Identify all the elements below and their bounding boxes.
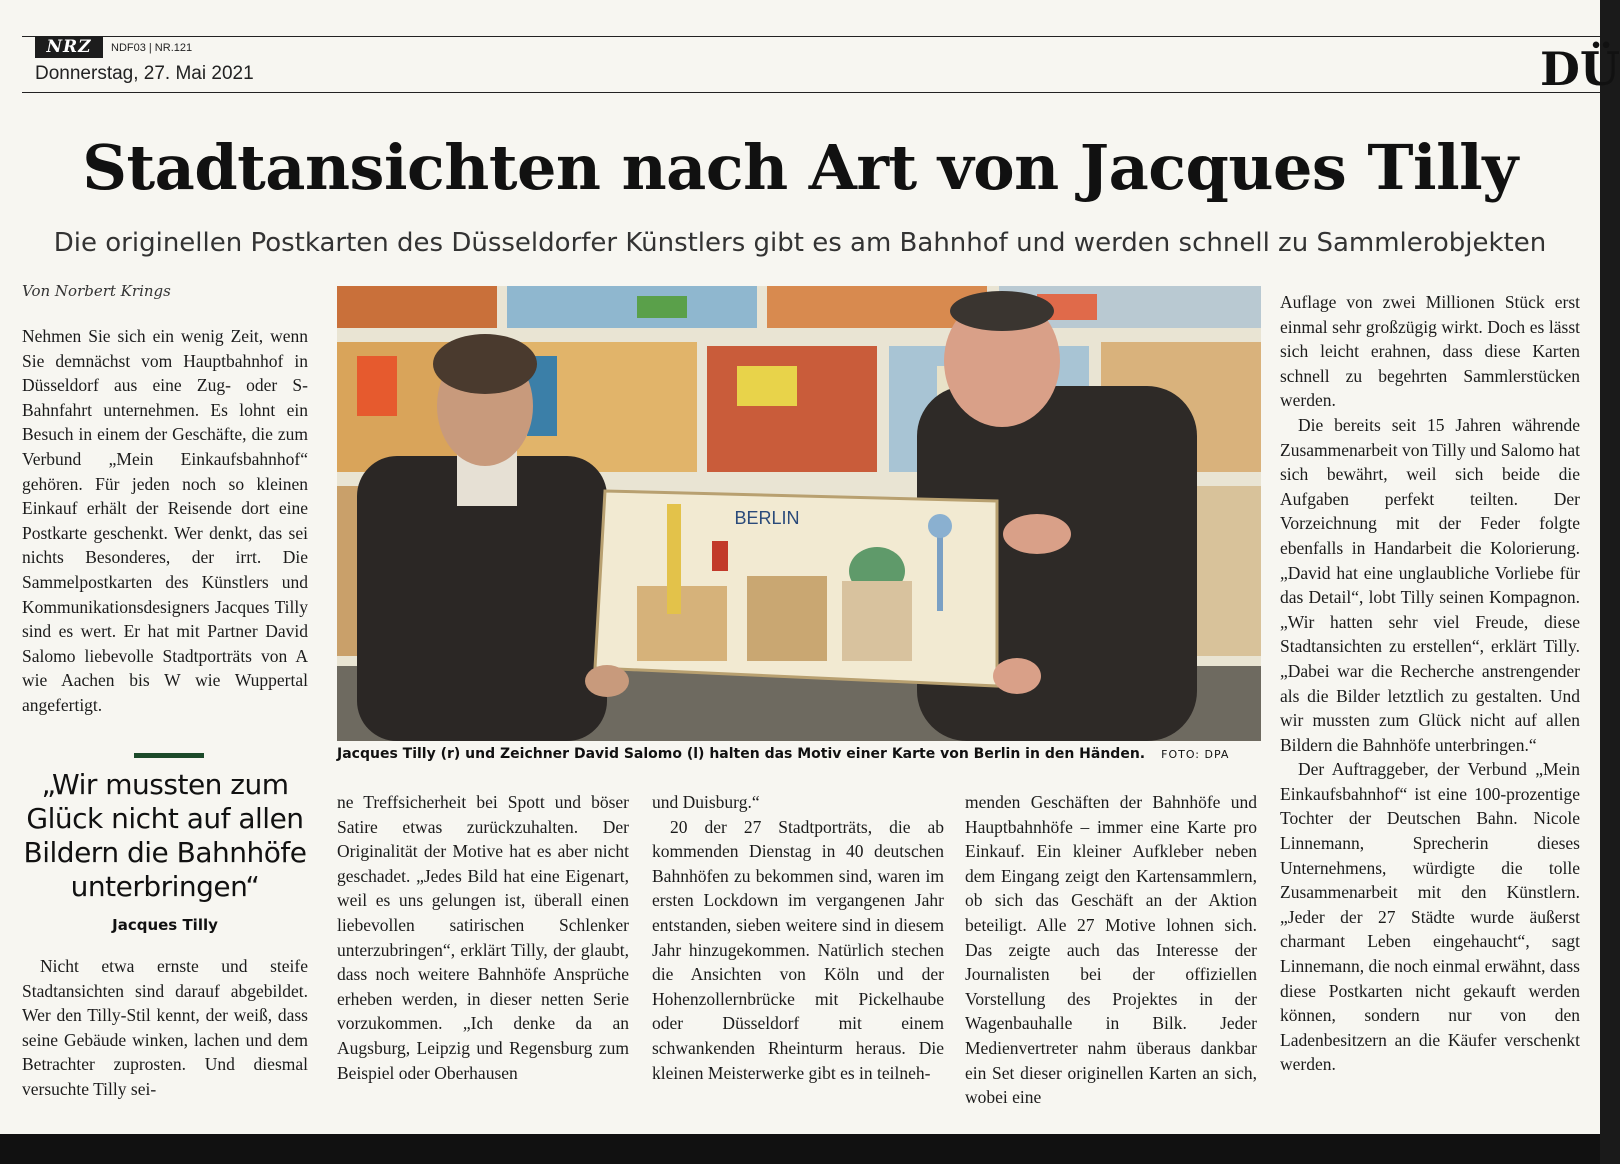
- article-column-4: [965, 790, 1257, 1110]
- paragraph: Nicht etwa ernste und steife Stadtansichten sind darauf abgebildet. Wer den Tilly-Stil kennt, der weiß, dass seine Gebäude winken, lachen und dem Betrachter zuprosten. Und diesmal versuchte Tilly sei-: [22, 956, 308, 1099]
- pull-quote-accent-bar: [134, 753, 204, 758]
- edition-number: NDF03 | NR.121: [111, 42, 193, 54]
- photo-illustration: [337, 286, 1261, 741]
- section-initial: DÜ: [1540, 42, 1620, 96]
- caption-text: Jacques Tilly (r) und Zeichner David Salomo (l) halten das Motiv einer Karte von Berlin in den Händen.: [337, 746, 1146, 762]
- pull-quote-author: Jacques Tilly: [112, 916, 218, 934]
- masthead-top-rule: [22, 36, 1600, 37]
- paragraph: menden Geschäften der Bahnhöfe und Hauptbahnhöfe – immer eine Karte pro Einkauf. Ein kleiner Aufkleber neben dem Eingang zeigt den Kartensammlern, ob sich das Geschäft an der Aktion beteiligt. Alle 27 Motive lohnen sich. Das zeigte auch das Interesse der Journalisten bei der offiziellen Vorstellung des Projektes in der Wagenbauhalle in Bilk. Jeder Medienvertreter nahm überaus dankbar ein Set dieser originellen Karten an sich, wobei eine: [965, 792, 1257, 1108]
- paragraph: 20 der 27 Stadtporträts, die ab kommenden Dienstag in 40 deutschen Bahnhöfen zu bekommen sind, waren im ersten Lockdown im vergangenen Jahr entstanden, sieben weitere sind in diesem Jahr hinzugekommen. Natürlich stechen die Ansichten von Köln und der Hohenzollernbrücke mit Pickelhaube oder Düsseldorf mit einem schwankenden Rheinturm heraus. Die kleinen Meisterwerke gibt es in teilneh-: [652, 816, 944, 1083]
- article-column-1-top: [22, 324, 308, 718]
- newspaper-logo: NRZ: [35, 36, 103, 58]
- byline: Von Norbert Krings: [22, 282, 171, 300]
- pull-quote: „Wir mussten zum Glück nicht auf allen Bildern die Bahnhöfe unterbringen“: [23, 768, 307, 903]
- paragraph: Der Auftraggeber, der Verbund „Mein Einkaufsbahnhof“ ist eine 100-prozentige Tochter der Deutschen Bahn. Nicole Linnemann, Sprecherin dieses Unternehmens, würdigte die tolle Zusammenarbeit mit den Künstlern. „Jeder der 27 Städte wurde äußerst charmant Leben eingehaucht“, sagt Linnemann, die noch einmal erwähnt, dass diese Postkarten nicht gekauft werden können, sondern nur von den Ladenbesitzern an die Käufer verschenkt werden.: [1280, 759, 1580, 1075]
- masthead-bottom-rule: [22, 92, 1600, 93]
- article-column-2: [337, 790, 629, 1085]
- paragraph: Nehmen Sie sich ein wenig Zeit, wenn Sie demnächst vom Hauptbahnhof in Düsseldorf aus eine Zug- oder S-Bahnfahrt unternehmen. Es lohnt ein Besuch in einem der Geschäfte, die zum Verbund „Mein Einkaufsbahnhof“ gehören. Für jeden noch so kleinen Einkauf erhält der Reisende dort eine Postkarte geschenkt. Wer denkt, das sei nichts Besonderes, der irrt. Die Sammelpostkarten des Künstlers und Kommunikationsdesigners Jacques Tilly sind es wert. Er hat mit Partner David Salomo liebevolle Stadtporträts von A wie Aachen bis W wie Wuppertal angefertigt.: [22, 326, 308, 715]
- scan-border: [0, 1134, 1600, 1164]
- article-subheadline: Die originellen Postkarten des Düsseldorfer Künstlers gibt es am Bahnhof und werden schnell zu Sammlerobjekten: [53, 228, 1547, 258]
- issue-date: Donnerstag, 27. Mai 2021: [35, 63, 254, 84]
- paragraph: Die bereits seit 15 Jahren währende Zusammenarbeit von Tilly und Salomo hat sich bewährt, weil sich beide die Aufgaben perfekt teilten. Der Vorzeichnung mit der Feder folgte ebenfalls in Handarbeit die Kolorierung. „David hat eine unglaubliche Vorliebe für das Detail“, lobt Tilly seinen Kompagnon. „Wir hatten sehr viel Freude, diese Stadtansichten zu erstellen“, erklärt Tilly. „Dabei war die Recherche anstrengender als die Bilder letztlich zu gestalten. Und wir mussten zum Glück nicht auf allen Bildern die Bahnhöfe unterbringen.“: [1280, 414, 1580, 755]
- article-column-1-bottom: [22, 954, 308, 1102]
- article-photo: [337, 286, 1261, 741]
- paragraph: ne Treffsicherheit bei Spott und böser Satire etwas zurückzuhalten. Der Originalität der Motive hat es aber nicht geschadet. „Jedes Bild hat eine Eigenart, weil es uns gelungen ist, überall einen liebevollen satirischen Schlenker unterzubringen“, erklärt Tilly, der glaubt, dass noch weitere Bahnhöfe Ansprüche erheben werden, in dieser netten Serie vorzukommen. „Ich denke da an Augsburg, Leipzig und Regensburg zum Beispiel oder Oberhausen: [337, 792, 629, 1083]
- paragraph: und Duisburg.“: [652, 792, 760, 812]
- paragraph: Auflage von zwei Millionen Stück erst einmal sehr großzügig wirkt. Doch es lässt sich leicht erahnen, dass diese Karten schnell zu begehrten Sammlerstücken werden.: [1280, 292, 1580, 411]
- berlin-painting: [595, 491, 997, 686]
- article-column-3: [652, 790, 944, 1085]
- photo-credit: FOTO: DPA: [1161, 748, 1230, 761]
- photo-caption: [337, 746, 1261, 762]
- article-headline: Stadtansichten nach Art von Jacques Tilly: [82, 131, 1518, 204]
- article-column-5: [1280, 290, 1580, 1077]
- painting-label: BERLIN: [734, 508, 800, 528]
